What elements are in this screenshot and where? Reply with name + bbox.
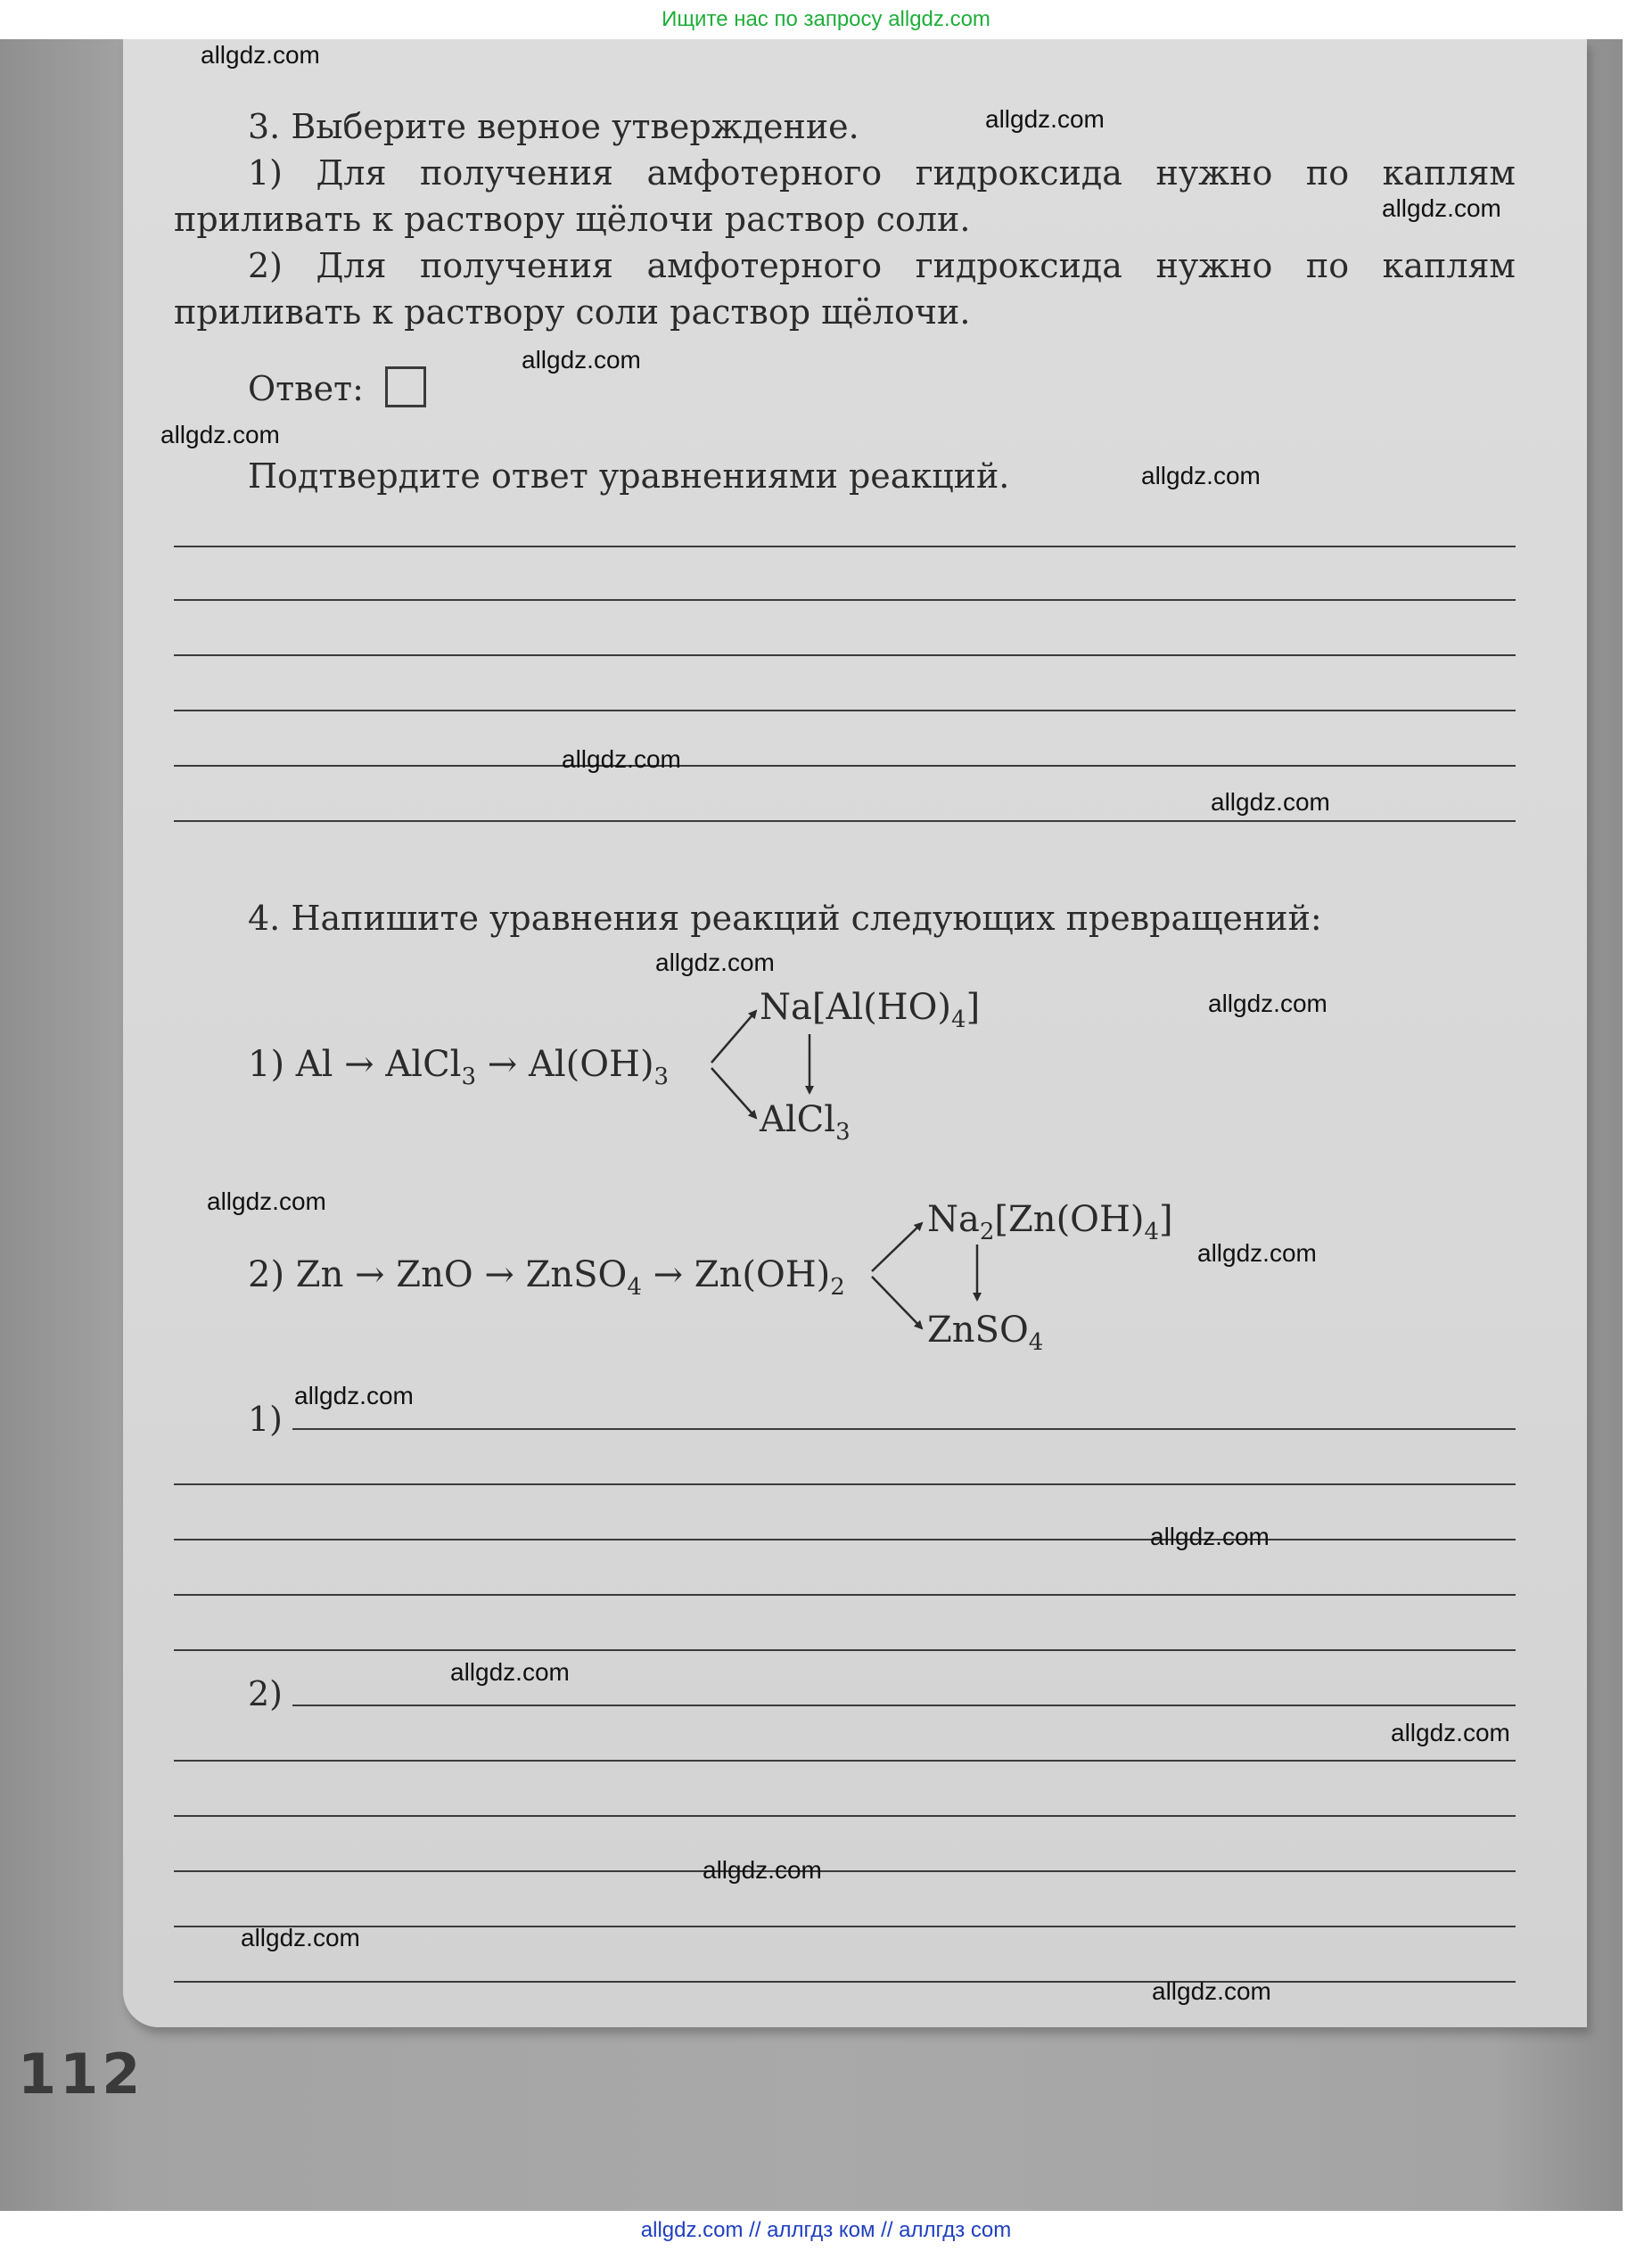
branch-arrow-up-1	[711, 1011, 756, 1063]
watermark: allgdz.com	[294, 1382, 414, 1409]
top-banner[interactable]: Ищите нас по запросу allgdz.com	[662, 7, 990, 31]
bottom-banner[interactable]: allgdz.com // аллгдз ком // аллгдз com	[640, 2218, 1012, 2242]
watermark: allgdz.com	[522, 346, 641, 374]
chain2-lower-product: ZnSO$_4$	[927, 1310, 1044, 1356]
answer2-label: 2)	[248, 1674, 284, 1713]
answer-line[interactable]	[174, 1870, 1516, 1872]
watermark: allgdz.com	[655, 949, 775, 976]
watermark: allgdz.com	[1152, 1977, 1271, 2005]
answer-label: Ответ:	[248, 369, 364, 408]
watermark: allgdz.com	[1211, 788, 1330, 816]
watermark: allgdz.com	[207, 1187, 326, 1215]
answer-line[interactable]	[174, 1926, 1516, 1927]
task3-option2-line1: 2) Для получения амфотерного гидроксида нужно по каплям	[248, 246, 1516, 285]
task3-option1-line1: 1) Для получения амфотерного гидроксида нужно по каплям	[248, 153, 1516, 193]
task3-confirm: Подтвердите ответ уравнениями реакций.	[248, 456, 1010, 496]
chain1-lower-product: AlCl$_3$	[760, 1099, 851, 1146]
watermark: allgdz.com	[201, 41, 320, 69]
watermark: allgdz.com	[160, 421, 280, 448]
page-number: 112	[18, 2042, 144, 2107]
answer-line[interactable]	[292, 1428, 1516, 1430]
answer-line[interactable]	[174, 1760, 1516, 1762]
answer-line[interactable]	[174, 1815, 1516, 1817]
watermark: allgdz.com	[241, 1924, 360, 1951]
watermark: allgdz.com	[1197, 1239, 1317, 1267]
answer-line[interactable]	[174, 1594, 1516, 1596]
watermark: allgdz.com	[985, 105, 1105, 133]
answer-line[interactable]	[292, 1705, 1516, 1706]
answer-line[interactable]	[174, 1539, 1516, 1540]
chain2-main: 2) Zn → ZnO → ZnSO$_4$ → $Zn(OH)_2$	[248, 1254, 845, 1301]
watermark: allgdz.com	[1208, 990, 1327, 1017]
answer-line[interactable]	[174, 1981, 1516, 1983]
task3-title: 3. Выберите верное утверждение.	[248, 107, 859, 146]
watermark: allgdz.com	[1150, 1523, 1270, 1550]
task3-option2-line2: приливать к раствору соли раствор щёлочи.	[174, 292, 971, 332]
branch-arrow-down-1	[711, 1068, 756, 1118]
branch-arrow-down-2	[872, 1277, 922, 1328]
watermark: allgdz.com	[1141, 462, 1261, 489]
chain1-main: 1) Al → AlCl$_3$ → $Al(OH)_3$	[248, 1044, 670, 1090]
chain1-upper-product: $Na[Al(HO)_4]$	[760, 987, 981, 1033]
task4-title: 4. Напишите уравнения реакций следующих превращений:	[248, 899, 1322, 938]
chain2-upper-product: $Na_2[Zn(OH)_4]$	[927, 1199, 1173, 1245]
watermark: allgdz.com	[450, 1658, 570, 1686]
answer-line[interactable]	[174, 1483, 1516, 1485]
watermark: allgdz.com	[703, 1856, 822, 1884]
answer-line[interactable]	[174, 1649, 1516, 1651]
task3-option1-line2: приливать к раствору щёлочи раствор соли.	[174, 200, 971, 239]
watermark: allgdz.com	[1391, 1719, 1510, 1746]
watermark: allgdz.com	[562, 745, 681, 773]
watermark: allgdz.com	[1382, 194, 1501, 222]
answer1-label: 1)	[248, 1400, 284, 1439]
branch-arrow-up-2	[872, 1223, 922, 1271]
